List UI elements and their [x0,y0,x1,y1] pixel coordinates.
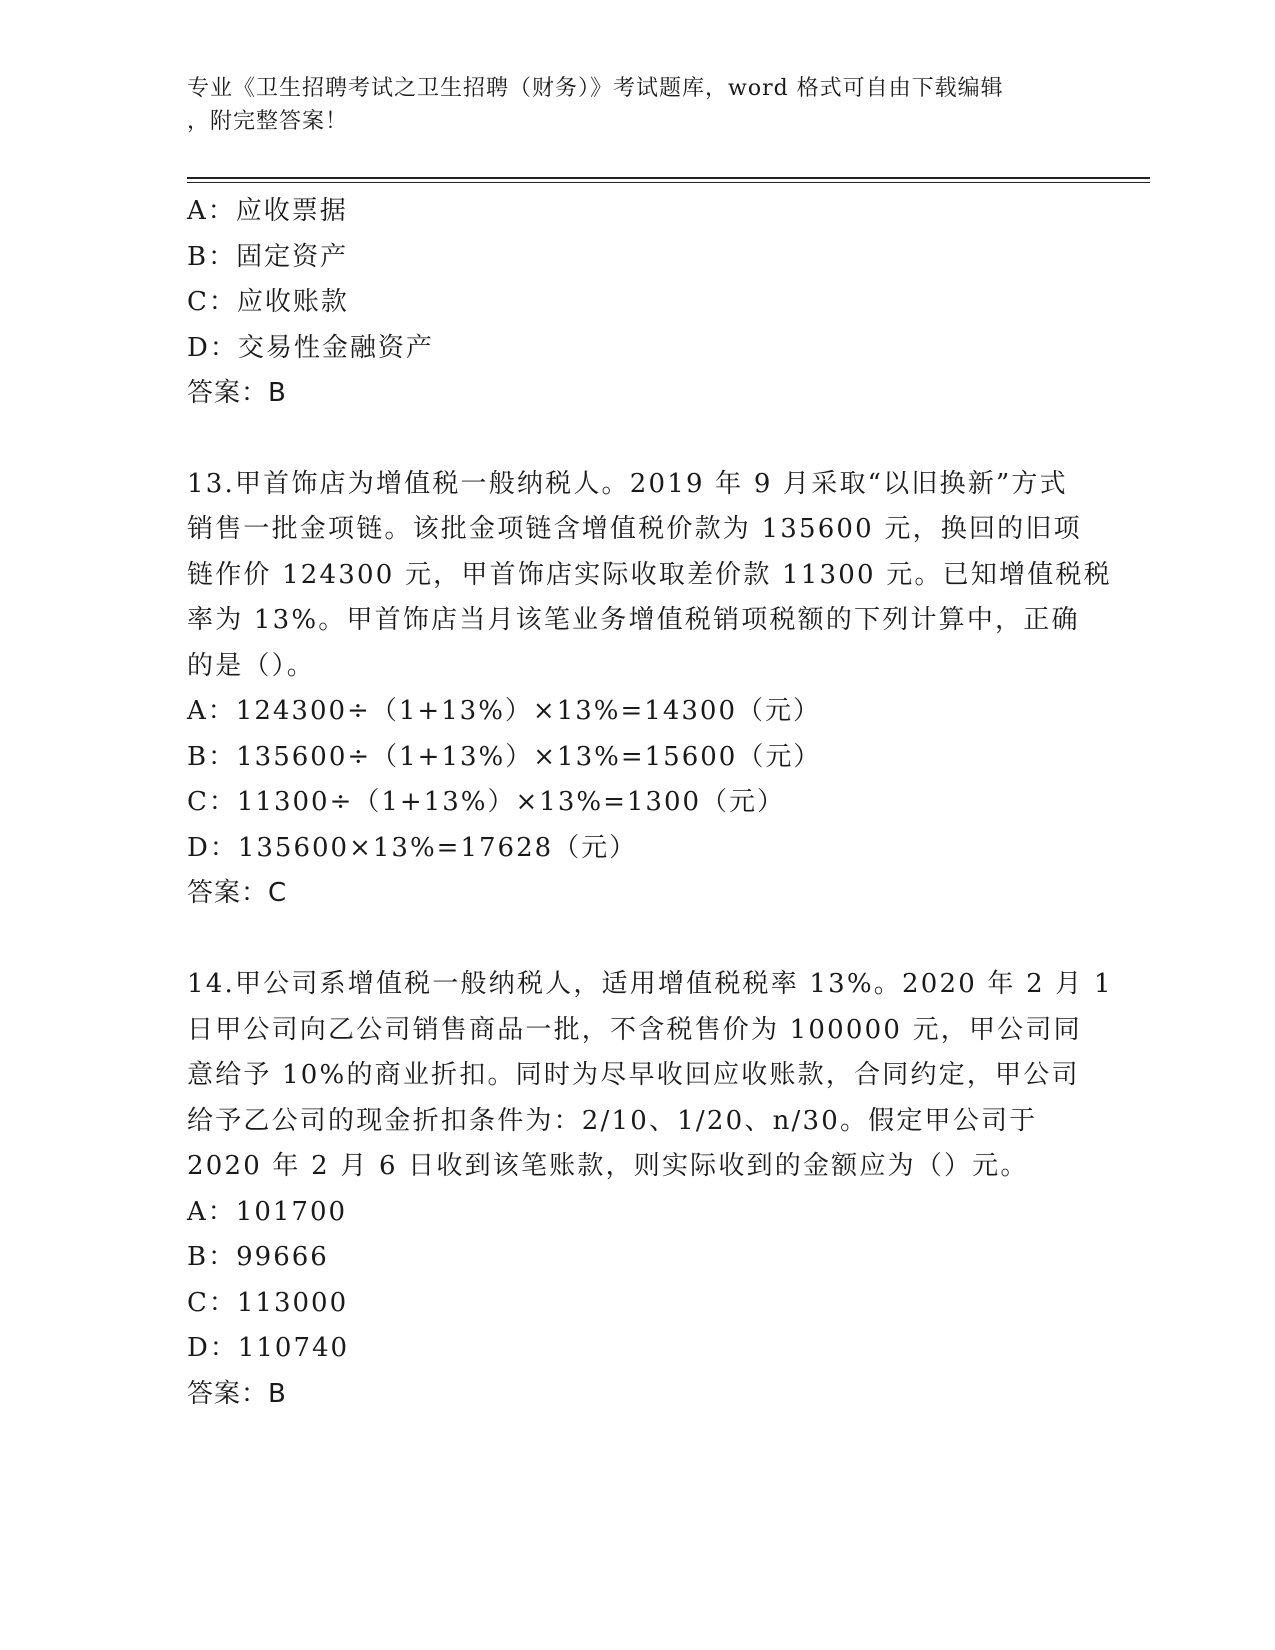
option-a: A：101700 [187,1196,348,1227]
option-d: D：交易性金融资产 [187,332,434,363]
question-text-line: 日甲公司向乙公司销售商品一批，不含税售价为 100000 元，甲公司同 [187,1014,1082,1045]
option-a: A：124300÷（1+13%）×13%=14300（元） [187,696,821,727]
option-c: C：113000 [187,1287,349,1318]
answer-line: 答案：B [187,378,287,408]
header-divider-thin [187,182,1150,183]
header-line-2: ，附完整答案！ [187,109,349,134]
option-b: B：固定资产 [187,241,349,272]
question-block-12 [187,189,1087,417]
option-b: B：99666 [187,1242,329,1273]
question-text-line: 链作价 124300 元，甲首饰店实际收取差价款 11300 元。已知增值税税 [187,559,1112,590]
option-c: C：11300÷（1+13%）×13%=1300（元） [187,787,786,818]
header-line-1: 专业《卫生招聘考试之卫生招聘（财务）》考试题库，word 格式可自由下载编辑 [187,76,1004,101]
option-b: B：135600÷（1+13%）×13%=15600（元） [187,741,822,772]
option-d: D：135600×13%=17628（元） [187,832,638,863]
option-a: A：应收票据 [187,196,348,226]
option-c: C：应收账款 [187,287,349,317]
answer-line: 答案：C [187,878,288,909]
question-text-line: 14.甲公司系增值税一般纳税人，适用增值税税率 13%。2020 年 2 月 1 [187,968,1113,999]
question-text-line: 13.甲首饰店为增值税一般纳税人。2019 年 9 月采取“以旧换新”方式 [187,468,1068,499]
option-d: D：110740 [187,1333,350,1364]
question-block-14 [187,962,1113,1417]
question-text-line: 销售一批金项链。该批金项链含增值税价款为 135600 元，换回的旧项 [187,514,1082,545]
question-text-line: 意给予 10%的商业折扣。同时为尽早收回应收账款，合同约定，甲公司 [187,1060,1080,1091]
header-divider-thick [187,177,1150,179]
question-text-line: 给予乙公司的现金折扣条件为：2/10、1/20、n/30。假定甲公司于 [187,1105,1038,1136]
question-block-13 [187,462,1112,917]
question-text-line: 率为 13%。甲首饰店当月该笔业务增值税销项税额的下列计算中，正确 [187,605,1080,636]
document-body [187,189,1113,1417]
question-text-line: 2020 年 2 月 6 日收到该笔账款，则实际收到的金额应为（）元。 [187,1151,1029,1182]
question-text-line: 的是（）。 [187,650,316,681]
document-header [187,72,1087,138]
answer-line: 答案：B [187,1378,287,1409]
